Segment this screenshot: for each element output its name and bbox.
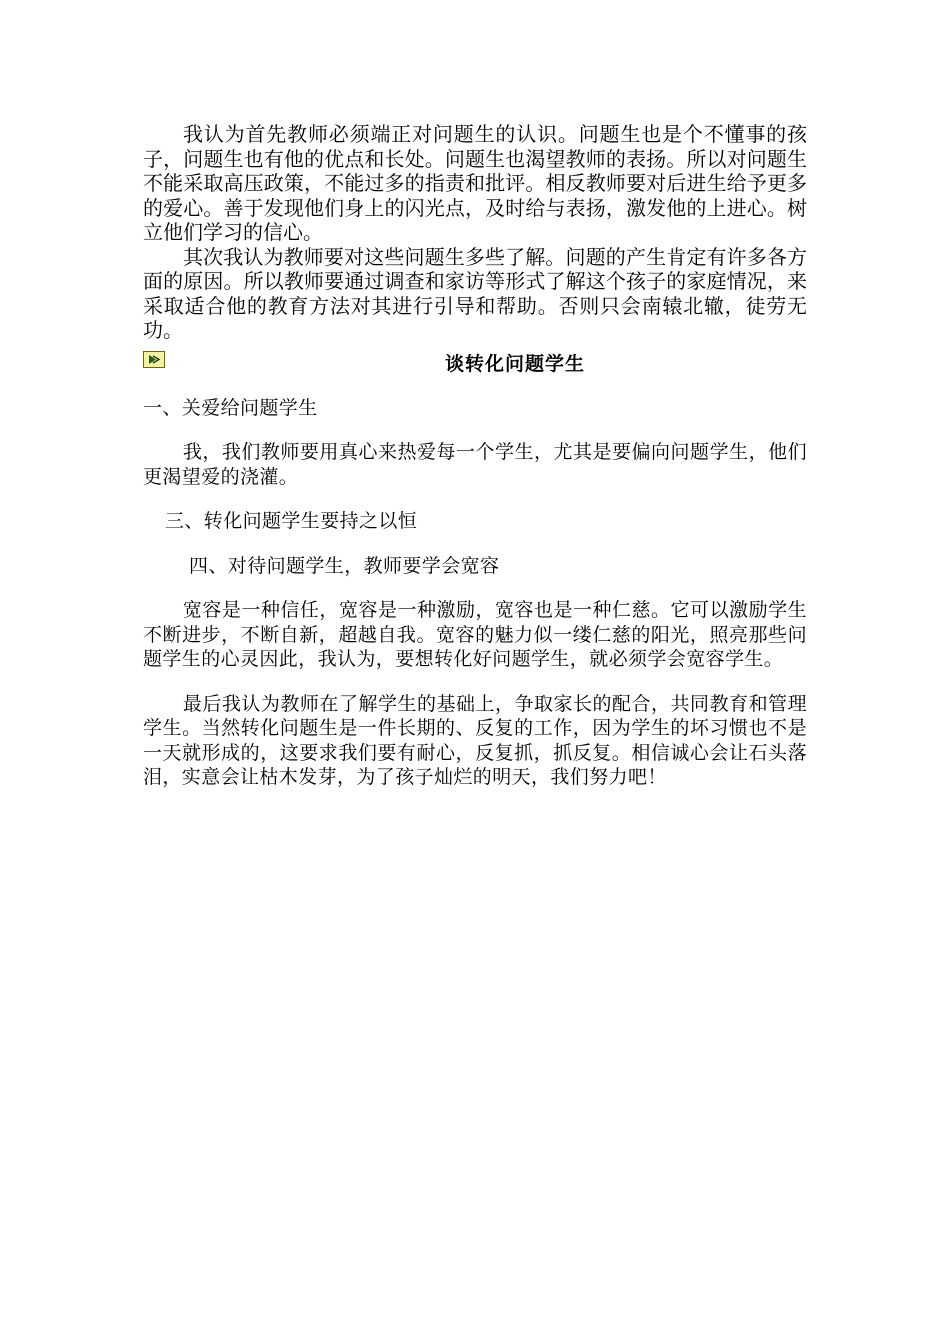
intro-paragraph-1: 我认为首先教师必须端正对问题生的认识。问题生也是个不懂事的孩子，问题生也有他的优点和长处。问题生也渴望教师的表扬。所以对问题生不能采取高压政策，不能过多的指责和批评。相反教师要对后进生给予更多的爱心。善于发现他们身上的闪光点，及时给与表扬，激发他的上进心。树立他们学习的信心。: [143, 122, 807, 244]
section-3-heading: 三、转化问题学生要持之以恒: [165, 510, 418, 532]
section-1-body: 我，我们教师要用真心来热爱每一个学生，尤其是要偏向问题学生，他们更渴望爱的浇灌。: [143, 441, 807, 488]
section-1-heading: 一、关爱给问题学生: [143, 396, 318, 419]
article-title-row: [143, 346, 807, 376]
document-page: [143, 122, 807, 790]
conclusion-paragraph: 最后我认为教师在了解学生的基础上，争取家长的配合，共同教育和管理学生。当然转化问题生是一件长期的、反复的工作，因为学生的坏习惯也不是一天就形成的，这要求我们要有耐心，反复抓，抓反复。相信诚心会让石头落泪，实意会让枯木发芽，为了孩子灿烂的明天，我们努力吧！: [143, 692, 807, 788]
article-title: 谈转化问题学生: [444, 352, 585, 375]
intro-paragraph-2: 其次我认为教师要对这些问题生多些了解。问题的产生肯定有许多各方面的原因。所以教师要通过调查和家访等形式了解这个孩子的家庭情况，来采取适合他的教育方法对其进行引导和帮助。否则只会南辕北辙，徒劳无功。: [143, 244, 807, 342]
section-4-heading: 四、对待问题学生，教师要学会宽容: [189, 554, 500, 577]
section-4-body: 宽容是一种信任，宽容是一种激励，宽容也是一种仁慈。它可以激励学生不断进步，不断自新，超越自我。宽容的魅力似一缕仁慈的阳光，照亮那些问题学生的心灵因此，我认为，要想转化好问题学生，就必须学会宽容学生。: [143, 599, 807, 670]
